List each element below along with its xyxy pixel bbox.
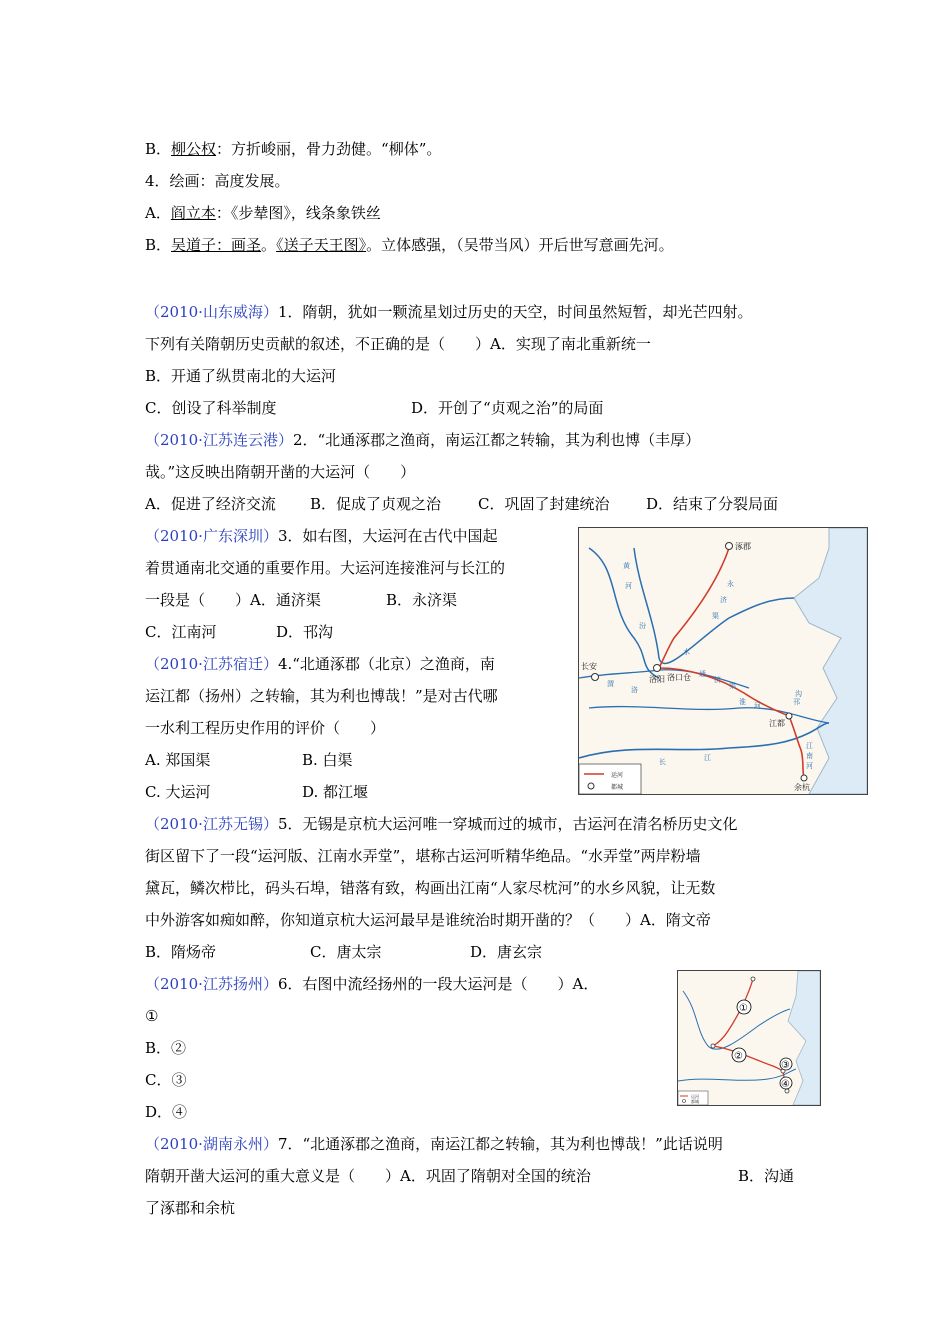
q4-line1 xyxy=(145,654,495,674)
map-river-label: 通 xyxy=(699,670,706,678)
q3-option-d: D．邗沟 xyxy=(276,623,334,641)
q5-option-d: D．唐玄宗 xyxy=(470,943,543,961)
q7-stem2: 隋朝开凿大运河的重大意义是（ ）A．巩固了隋朝对全国的统治 xyxy=(145,1167,591,1185)
q1-line1 xyxy=(145,302,753,322)
grand-canal-map xyxy=(578,527,868,795)
q2-option-a: A．促进了经济交流 xyxy=(145,495,276,513)
canal-segments-map xyxy=(677,970,821,1106)
q1-option-b: B．开通了纵贯南北的大运河 xyxy=(145,367,337,385)
painter-b-desc: 。立体感强，（吴带当风）开后世写意画先河。 xyxy=(366,236,674,254)
painter-a-desc: ：《步辇图》，线条象铁丝 xyxy=(215,204,381,222)
painter-a-line: A．阎立本：《步辇图》，线条象铁丝 xyxy=(145,204,381,222)
map-city-luokoucang: 洛口仓 xyxy=(667,673,691,682)
map-river-label: 洛 xyxy=(631,686,638,694)
q7-stem1: 7．“北通涿郡之渔商，南运江都之转输，其为利也博哉！”此话说明 xyxy=(277,1135,723,1153)
q6-option-d: D．④ xyxy=(145,1103,188,1121)
map2-legend-city: 都城 xyxy=(691,1099,699,1104)
q4-option-a: A. 郑国渠 xyxy=(145,751,211,769)
map-city-luoyang: 洛阳 xyxy=(649,675,665,684)
q4-option-c: C. 大运河 xyxy=(145,783,211,801)
painter-a-name: 阎立本 xyxy=(170,204,216,222)
q5-source: （2010·江苏无锡） xyxy=(145,815,278,833)
q7-stem3: 了涿郡和余杭 xyxy=(145,1199,236,1217)
q6-option-a: ① xyxy=(145,1007,159,1025)
map-river-label: 邗 xyxy=(793,698,800,706)
q2-stem2: 哉。”这反映出隋朝开凿的大运河（ ） xyxy=(145,463,416,481)
q6-source: （2010·江苏扬州） xyxy=(145,975,278,993)
q6-option-c: C．③ xyxy=(145,1071,187,1089)
q2-source: （2010·江苏连云港） xyxy=(145,431,293,449)
q5-line1 xyxy=(145,814,738,834)
map-river-label: 沟 xyxy=(795,690,802,698)
q5-option-c: C．唐太宗 xyxy=(310,943,382,961)
q5-stem1: 5．无锡是京杭大运河唯一穿城而过的城市，古运河在清名桥历史文化 xyxy=(277,815,738,833)
map-river-label: 淮 xyxy=(739,698,746,706)
map-river-label: 水 xyxy=(683,648,690,656)
q1-option-c: C．创设了科举制度 xyxy=(145,399,277,417)
q3-stem3: 一段是（ ）A．通济渠 xyxy=(145,591,321,609)
map-river-label: 江 xyxy=(704,754,711,762)
q7-source: （2010·湖南永州） xyxy=(145,1135,278,1153)
calligraphy-b-line: B．柳公权：方折峻丽，骨力劲健。“柳体”。 xyxy=(145,140,442,158)
map-legend-canal: 运河 xyxy=(611,772,624,779)
q3-option-c: C．江南河 xyxy=(145,623,217,641)
q4-source: （2010·江苏宿迁） xyxy=(145,655,278,673)
q7-line1 xyxy=(145,1134,723,1154)
q4-option-b: B. 白渠 xyxy=(302,751,353,769)
q4-option-d: D. 都江堰 xyxy=(302,783,369,801)
painter-b-line: B．吴道子：画圣。《送子天王图》。立体感强，（吴带当风）开后世写意画先河。 xyxy=(145,236,674,254)
map-city-jiangdu: 江都 xyxy=(769,719,785,728)
q6-stem1: 6．右图中流经扬州的一段大运河是（ ）A． xyxy=(277,975,599,993)
q3-stem1: 3．如右图，大运河在古代中国起 xyxy=(277,527,498,545)
q4-stem3: 一水利工程历史作用的评价（ ） xyxy=(145,719,386,737)
map-river-label: 河 xyxy=(754,702,761,710)
q1-stem2: 下列有关隋朝历史贡献的叙述，不正确的是（ ）A．实现了南北重新统一 xyxy=(145,335,651,353)
q6-option-b: B．② xyxy=(145,1039,187,1057)
q5-stem3: 黛瓦，鳞次栉比，码头石埠，错落有致，构画出江南“人家尽枕河”的水乡风貌，让无数 xyxy=(145,879,716,897)
map-city-yuhang: 余杭 xyxy=(794,783,810,792)
map-marker-3: ③ xyxy=(781,1060,790,1071)
q2-option-b: B．促成了贞观之治 xyxy=(310,495,442,513)
q2-option-d: D．结束了分裂局面 xyxy=(646,495,779,513)
q3-stem2: 着贯通南北交通的重要作用。大运河连接淮河与长江的 xyxy=(145,559,506,577)
map-city-zhuojun: 涿郡 xyxy=(735,542,751,551)
map-river-label: 河 xyxy=(806,762,813,770)
q3-source: （2010·广东深圳） xyxy=(145,527,278,545)
q4-stem2: 运江都（扬州）之转输，其为利也博哉！”是对古代哪 xyxy=(145,687,498,705)
painting-heading: 4．绘画：高度发展。 xyxy=(145,172,290,190)
map-river-label: 渭 xyxy=(607,680,614,688)
map-river-label: 黄 xyxy=(623,562,630,570)
map-marker-2: ② xyxy=(734,1051,743,1062)
map2-legend-canal: 运河 xyxy=(691,1094,699,1099)
q6-line1 xyxy=(145,974,598,994)
q2-line1 xyxy=(145,430,700,450)
map-river-label: 济 xyxy=(714,676,721,684)
map-marker-1: ① xyxy=(739,1003,748,1014)
map-river-label: 渠 xyxy=(729,682,736,690)
map-legend-city: 都城 xyxy=(611,784,624,791)
map-river-label: 江 xyxy=(806,742,813,750)
calligrapher-name: 柳公权 xyxy=(171,140,217,158)
q3-line1 xyxy=(145,526,498,546)
painter-b-work: 《送子天王图》 xyxy=(276,236,367,254)
painter-b-name: 吴道子：画圣 xyxy=(171,236,262,254)
map-river-label: 济 xyxy=(720,596,727,604)
q1-stem1: 1．隋朝，犹如一颗流星划过历史的天空，时间虽然短暂，却光芒四射。 xyxy=(277,303,753,321)
q1-option-d: D．开创了“贞观之治”的局面 xyxy=(411,399,604,417)
q2-option-c: C．巩固了封建统治 xyxy=(478,495,610,513)
map-river-label: 永 xyxy=(727,580,734,588)
map-city-changan: 长安 xyxy=(581,662,597,671)
q3-option-b: B．永济渠 xyxy=(386,591,458,609)
map-river-label: 长 xyxy=(659,758,666,766)
map-river-label: 河 xyxy=(625,582,632,590)
q1-source: （2010·山东威海） xyxy=(145,303,278,321)
q5-stem2: 街区留下了一段“运河版、江南水弄堂”，堪称古运河听精华绝品。“水弄堂”两岸粉墙 xyxy=(145,847,701,865)
q5-option-b: B．隋炀帝 xyxy=(145,943,217,961)
map-river-label: 汾 xyxy=(639,622,646,630)
q5-stem4: 中外游客如痴如醉，你知道京杭大运河最早是谁统治时期开凿的？（ ）A．隋文帝 xyxy=(145,911,711,929)
painter-b-mid: 。 xyxy=(261,236,277,254)
calligrapher-desc: ：方折峻丽，骨力劲健。“柳体”。 xyxy=(216,140,442,158)
q2-stem1: 2．“北通涿郡之渔商，南运江都之转输，其为利也博（丰厚） xyxy=(292,431,701,449)
map-marker-4: ④ xyxy=(781,1079,790,1090)
map-river-label: 渠 xyxy=(712,612,719,620)
map-river-label: 南 xyxy=(806,752,813,760)
q7-option-b: B．沟通 xyxy=(738,1167,795,1185)
q4-stem1: 4.“北通涿郡（北京）之渔商，南 xyxy=(277,655,495,673)
